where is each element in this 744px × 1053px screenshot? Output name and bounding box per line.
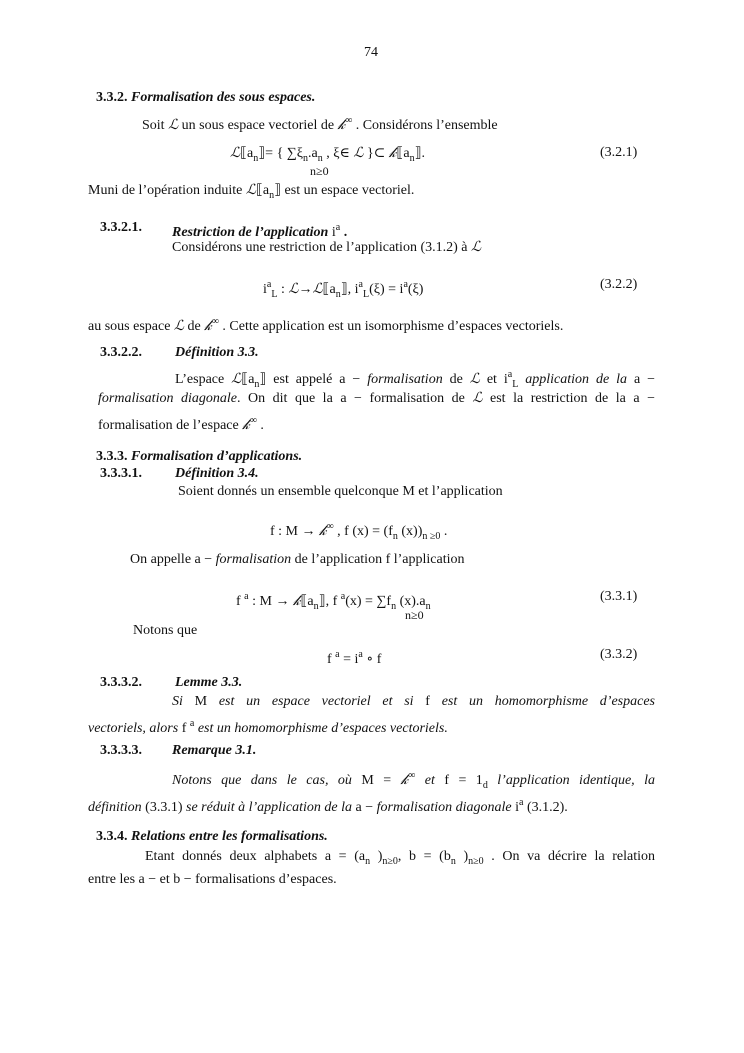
text-segment: et i bbox=[479, 372, 508, 387]
text-line bbox=[142, 112, 498, 133]
text-segment: . On dit que la a − formalisation de bbox=[236, 391, 473, 406]
text-segment: 𝓀 bbox=[204, 318, 212, 334]
equation-number: (3.2.1) bbox=[600, 145, 638, 160]
text-segment: a bbox=[358, 649, 363, 660]
text-segment: ℒ bbox=[245, 182, 256, 198]
text-segment: ⟧= { ∑ξ bbox=[258, 146, 304, 161]
text-segment: vectoriels, alors bbox=[88, 721, 182, 736]
text-segment: se réduit à l’application de la bbox=[186, 800, 353, 815]
text-segment: n bbox=[391, 601, 397, 612]
text-segment: . Cette application est un isomorphisme d’espaces vectoriels. bbox=[218, 319, 564, 334]
heading-text: Lemme 3.3. bbox=[175, 675, 243, 690]
text-segment: ⟦a bbox=[240, 146, 254, 161]
text-segment: ⟧. bbox=[414, 146, 426, 161]
text-segment: , b = (b bbox=[397, 849, 451, 864]
text-segment: f bbox=[181, 721, 190, 736]
text-segment: 𝓀 bbox=[242, 417, 250, 433]
text-segment: Soit bbox=[142, 118, 169, 133]
text-line bbox=[327, 646, 382, 667]
text-segment: L’espace bbox=[175, 372, 232, 387]
text-segment: formalisation bbox=[215, 552, 292, 567]
text-segment: ℒ bbox=[353, 145, 364, 161]
text-line bbox=[172, 767, 656, 791]
text-segment: entre les a − et b − formalisations d’espaces. bbox=[88, 872, 337, 887]
text-line bbox=[133, 622, 197, 640]
text-segment: ℒ bbox=[231, 371, 242, 387]
text-segment: a bbox=[266, 279, 272, 290]
text-segment: Soient donnés un ensemble quelconque M et l’application bbox=[178, 484, 503, 499]
text-line bbox=[130, 551, 465, 569]
text-line bbox=[145, 848, 655, 866]
text-line bbox=[178, 483, 503, 501]
text-segment: . bbox=[440, 524, 448, 539]
text-segment: ℒ bbox=[288, 281, 299, 297]
text-segment: de l’application f l’application bbox=[291, 552, 465, 567]
text-segment: a bbox=[518, 797, 524, 808]
text-segment: est un homomorphisme d’espaces vectoriels. bbox=[194, 721, 448, 736]
text-segment: .a bbox=[308, 146, 318, 161]
text-segment: On appelle a − bbox=[130, 552, 216, 567]
text-line bbox=[172, 742, 256, 760]
text-segment: }⊂ bbox=[363, 146, 389, 161]
text-line bbox=[100, 674, 142, 692]
text-segment: f bbox=[236, 594, 245, 609]
text-segment: ⟦a bbox=[322, 282, 336, 297]
text-line bbox=[100, 465, 142, 483]
text-line bbox=[100, 344, 142, 362]
text-line bbox=[172, 238, 481, 256]
text-segment: n ≥0 bbox=[422, 531, 441, 542]
text-line bbox=[98, 389, 655, 407]
text-segment: n≥0 bbox=[468, 856, 484, 867]
text-segment: formalisation diagonale bbox=[376, 800, 512, 815]
text-line bbox=[230, 144, 425, 162]
text-segment: ⟦a bbox=[241, 372, 255, 387]
text-segment: (x) = ∑f bbox=[345, 594, 392, 609]
text-segment: ℒ bbox=[230, 145, 241, 161]
text-segment: . On va décrire la relation bbox=[483, 849, 655, 864]
text-segment: application de la bbox=[518, 372, 628, 387]
text-line bbox=[96, 89, 315, 107]
text-segment: i bbox=[263, 282, 267, 297]
heading-text: Formalisation d’applications. bbox=[131, 449, 303, 464]
text-segment: n≥0 bbox=[382, 856, 398, 867]
text-segment: , f (x) = (f bbox=[333, 524, 393, 539]
text-segment: a bbox=[340, 591, 346, 602]
heading-text: Définition 3.3. bbox=[175, 345, 259, 360]
text-line bbox=[175, 366, 655, 390]
text-segment: f bbox=[327, 652, 336, 667]
text-line bbox=[100, 742, 142, 760]
text-segment: Considérons une restriction de l’application (3.1.2) à bbox=[172, 240, 471, 255]
text-segment: d bbox=[482, 780, 488, 791]
text-segment: ℒ bbox=[469, 371, 480, 387]
text-line bbox=[88, 871, 337, 889]
text-segment: a − bbox=[352, 800, 377, 815]
text-segment: a bbox=[335, 222, 341, 233]
text-segment: → bbox=[298, 282, 313, 297]
text-segment: ∞ bbox=[345, 115, 353, 126]
text-segment: n bbox=[317, 153, 323, 164]
heading-text: 3.3.3.1. bbox=[100, 466, 142, 481]
text-segment: L bbox=[271, 289, 278, 300]
heading-text: Relations entre les formalisations. bbox=[131, 829, 328, 844]
text-segment: n bbox=[335, 289, 341, 300]
text-segment: 𝓀 bbox=[319, 523, 327, 539]
text-line bbox=[263, 276, 424, 300]
text-segment: a bbox=[403, 279, 408, 290]
text-segment: f bbox=[413, 694, 442, 709]
text-segment: (ξ) bbox=[407, 282, 424, 297]
text-segment: ∘ f bbox=[362, 652, 382, 667]
text-segment: n bbox=[253, 153, 259, 164]
text-line bbox=[88, 313, 564, 334]
text-segment: n bbox=[450, 856, 456, 867]
sum-subscript: n≥0 bbox=[310, 164, 329, 178]
heading-text: . bbox=[340, 225, 348, 240]
text-segment: Muni de l’opération induite bbox=[88, 183, 246, 198]
text-segment: et bbox=[415, 773, 445, 788]
text-segment: ℒ bbox=[173, 318, 185, 334]
text-segment: formalisation bbox=[367, 372, 443, 387]
text-segment: de bbox=[184, 319, 205, 334]
text-segment: L bbox=[512, 379, 519, 390]
text-segment: est un homomorphisme d’espaces bbox=[441, 694, 655, 709]
text-segment: ℒ bbox=[472, 390, 483, 406]
text-segment: a bbox=[244, 591, 249, 602]
text-line bbox=[172, 219, 348, 240]
text-segment: n bbox=[425, 601, 431, 612]
heading-text: 3.3.2.1. bbox=[100, 220, 142, 235]
text-segment: formalisation diagonale bbox=[98, 391, 237, 406]
text-segment: ∞ bbox=[408, 770, 416, 781]
text-segment: a − bbox=[627, 372, 655, 387]
text-line bbox=[236, 588, 431, 612]
heading-text: Restriction de l’application bbox=[172, 225, 329, 240]
heading-text: 3.3.4. bbox=[96, 829, 131, 844]
text-segment: ⟧, i bbox=[340, 282, 359, 297]
text-segment: f = 1 bbox=[444, 773, 483, 788]
text-segment: (3.3.1) bbox=[141, 800, 186, 815]
text-segment: l’application identique, la bbox=[487, 773, 656, 788]
text-segment: ℒ bbox=[312, 281, 323, 297]
text-segment: (x).a bbox=[396, 594, 426, 609]
heading-text: Formalisation des sous espaces. bbox=[131, 90, 316, 105]
text-segment: ) bbox=[455, 849, 469, 864]
equation-number: (3.2.2) bbox=[600, 277, 638, 292]
text-segment: a bbox=[189, 718, 195, 729]
text-segment: Notons que dans le cas, où bbox=[172, 773, 352, 788]
text-segment: est la restriction de la a − bbox=[482, 391, 655, 406]
text-segment: 𝓀 bbox=[400, 772, 409, 788]
text-line bbox=[96, 448, 302, 466]
text-segment: n bbox=[365, 856, 371, 867]
text-segment: 𝓀 bbox=[388, 145, 397, 161]
heading-text: 3.3.3. bbox=[96, 449, 131, 464]
text-segment: : bbox=[277, 282, 289, 297]
text-line bbox=[172, 693, 655, 711]
text-segment: i bbox=[511, 800, 519, 815]
text-segment: Notons que bbox=[133, 623, 198, 638]
text-segment: : M → bbox=[248, 594, 293, 609]
text-segment: Si bbox=[172, 694, 183, 709]
text-segment: de bbox=[442, 372, 470, 387]
text-line bbox=[100, 219, 142, 237]
text-segment: a bbox=[507, 369, 513, 380]
sum-subscript: n≥0 bbox=[405, 608, 424, 622]
text-segment: Etant donnés deux alphabets a = (a bbox=[145, 849, 366, 864]
heading-text: 3.3.3.3. bbox=[100, 743, 142, 758]
text-segment: au sous espace bbox=[88, 319, 174, 334]
text-segment: = i bbox=[339, 652, 359, 667]
text-line bbox=[175, 344, 259, 362]
text-segment: ℒ bbox=[470, 239, 482, 255]
text-line bbox=[96, 828, 328, 846]
text-segment: n bbox=[303, 153, 309, 164]
text-segment: ℒ bbox=[168, 117, 179, 133]
text-segment: n bbox=[254, 379, 260, 390]
heading-text: Définition 3.4. bbox=[175, 466, 259, 481]
text-segment: définition bbox=[88, 800, 142, 815]
text-segment: (x)) bbox=[397, 524, 423, 539]
text-line bbox=[98, 412, 264, 433]
heading-text: 3.3.2.2. bbox=[100, 345, 142, 360]
heading-text: Remarque 3.1. bbox=[172, 743, 257, 758]
text-segment: M bbox=[182, 694, 219, 709]
text-line bbox=[88, 794, 568, 815]
page-number: 74 bbox=[364, 45, 378, 60]
text-segment: (3.1.2). bbox=[523, 800, 568, 815]
text-segment: . Considérons l’ensemble bbox=[352, 118, 498, 133]
text-segment: est un espace vectoriel et si bbox=[218, 694, 414, 709]
text-segment: un sous espace vectoriel de bbox=[178, 118, 338, 133]
text-line bbox=[88, 715, 448, 736]
text-segment: i bbox=[328, 225, 336, 240]
text-segment: n bbox=[269, 190, 275, 201]
text-segment: ∞ bbox=[249, 415, 257, 426]
heading-text: 3.3.3.2. bbox=[100, 675, 142, 690]
text-segment: formalisation de l’espace bbox=[98, 418, 243, 433]
text-segment: ⟧, f bbox=[318, 594, 341, 609]
text-segment: a bbox=[358, 279, 363, 290]
text-segment: ⟦a bbox=[396, 146, 410, 161]
text-segment: M = bbox=[351, 773, 401, 788]
text-segment: 𝓀 bbox=[292, 593, 301, 609]
equation-number: (3.3.2) bbox=[600, 647, 638, 662]
text-segment: ⟧ est un espace vectoriel. bbox=[274, 183, 415, 198]
text-segment: n bbox=[409, 153, 415, 164]
text-line bbox=[88, 181, 414, 199]
text-line bbox=[175, 465, 259, 483]
text-segment: (ξ) = i bbox=[369, 282, 404, 297]
text-segment: ∞ bbox=[326, 521, 334, 532]
equation-number: (3.3.1) bbox=[600, 589, 638, 604]
text-segment: f : M → bbox=[270, 524, 319, 539]
text-segment: . bbox=[256, 418, 264, 433]
text-segment: , ξ∈ bbox=[322, 146, 354, 161]
heading-text: 3.3.2. bbox=[96, 90, 131, 105]
text-segment: L bbox=[362, 289, 370, 300]
text-segment: ⟦a bbox=[255, 183, 270, 198]
text-segment: n bbox=[392, 531, 398, 542]
text-segment: ) bbox=[370, 849, 383, 864]
text-segment: ∞ bbox=[211, 316, 219, 327]
text-line bbox=[175, 674, 242, 692]
text-segment: ⟧ est appelé a − bbox=[259, 372, 368, 387]
text-segment: ⟦a bbox=[300, 594, 314, 609]
text-segment: a bbox=[335, 649, 340, 660]
text-segment: 𝓀 bbox=[337, 117, 346, 133]
text-segment: n bbox=[313, 601, 319, 612]
